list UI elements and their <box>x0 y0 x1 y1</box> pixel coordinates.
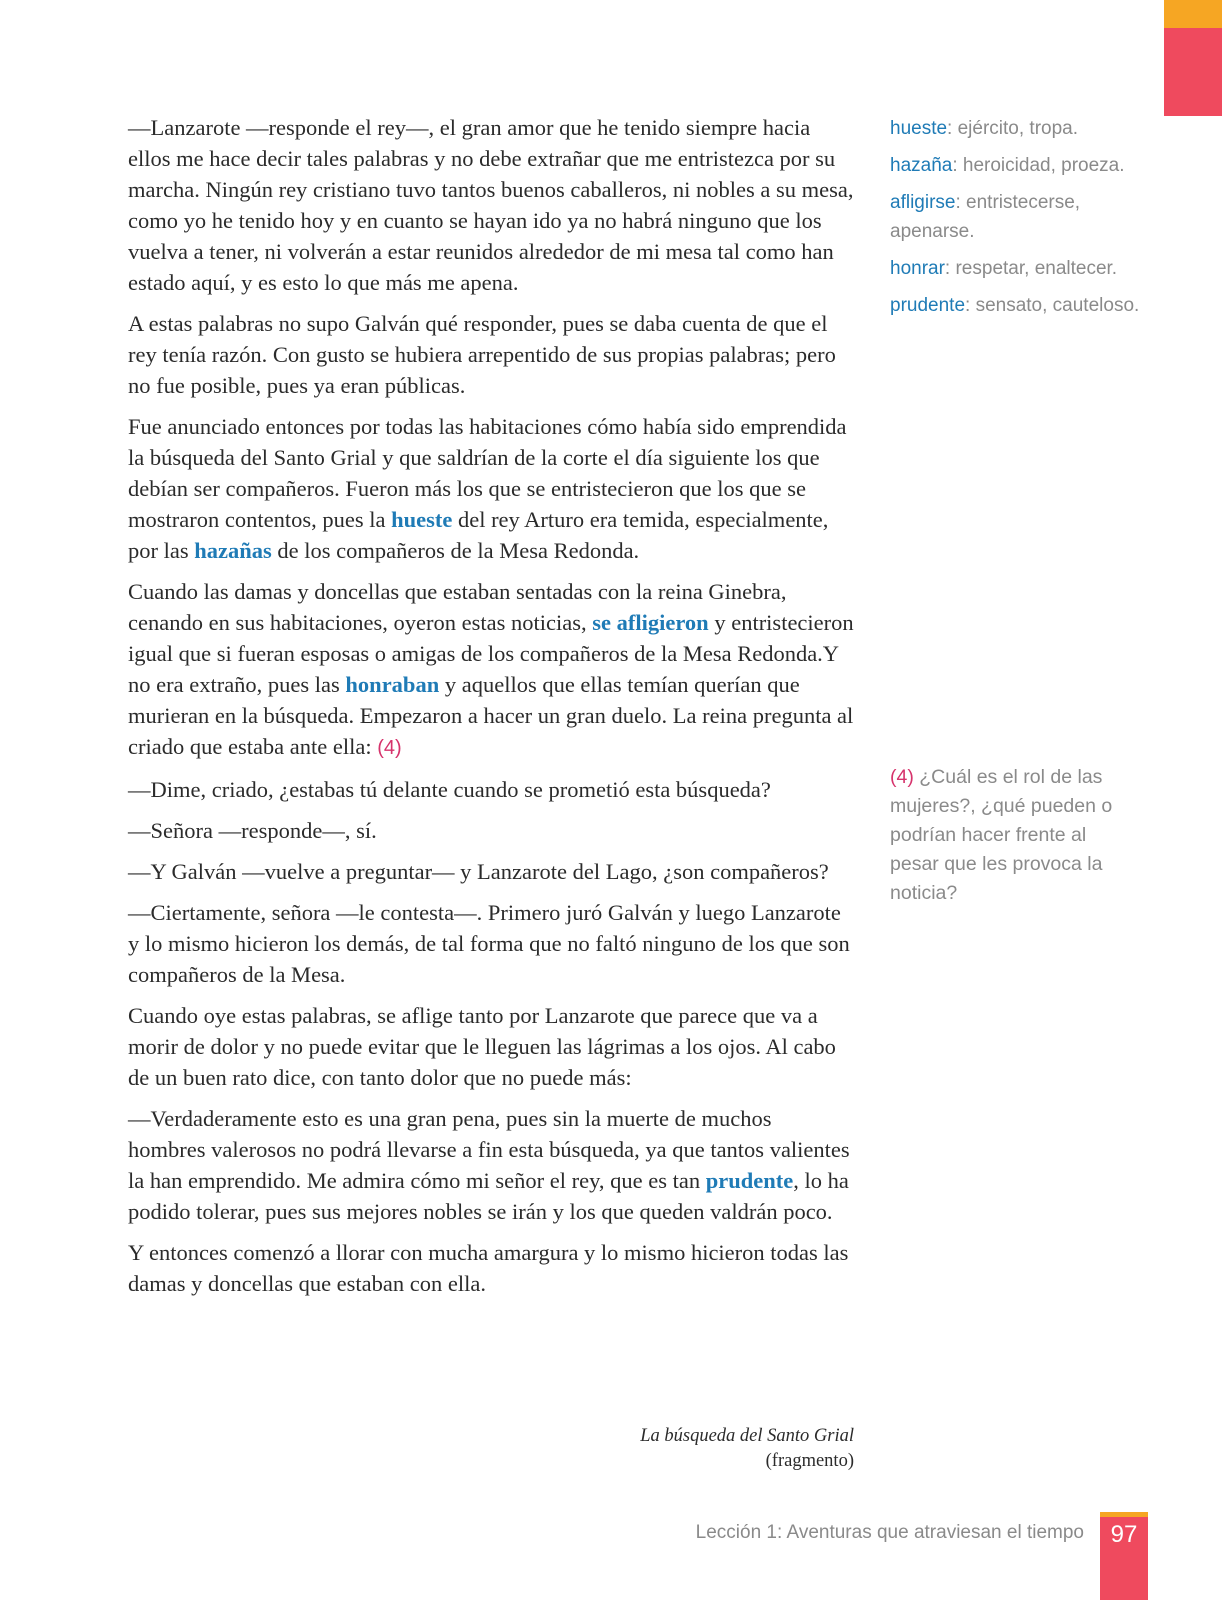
glossary-term: prudente <box>890 295 966 316</box>
paragraph-text: —Verdaderamente esto es una gran pena, pues sin la muerte de muchos hombres valerosos no podrá llevarse a fin esta búsqueda, ya que tantos valientes la han emprendido. Me admira cómo mi señor el rey, que es tan <box>128 1106 850 1193</box>
glossary-term: hazaña <box>890 155 953 176</box>
glossary-term: afligirse <box>890 192 956 213</box>
glossary-entry <box>890 188 1152 246</box>
glossary-term: honrar <box>890 258 945 279</box>
paragraph-9: Cuando oye estas palabras, se aflige tanto por Lanzarote que parece que va a morir de dolor y no puede evitar que le lleguen las lágrimas a los ojos. Al cabo de un buen rato dice, con tanto dolor que no puede más: <box>128 1003 836 1090</box>
glossary-entry <box>890 114 1152 143</box>
question-number: (4) <box>890 766 914 788</box>
paragraph-6: —Señora —responde—, sí. <box>128 818 377 843</box>
glossary-sidebar <box>890 114 1152 328</box>
glossary-entry <box>890 254 1152 283</box>
glossary-entry <box>890 151 1152 180</box>
paragraph-8: —Ciertamente, señora —le contesta—. Primero juró Galván y luego Lanzarote y lo mismo hicieron los demás, de tal forma que no faltó ninguno de los que son compañeros de la Mesa. <box>128 900 850 987</box>
paragraph-text: Fue anunciado entonces por todas las habitaciones cómo había sido emprendida la búsqueda del Santo Grial y que saldrían de la corte el día siguiente los que debían ser compañeros. Fueron más los que se entristecieron que los que se mostraron contentos, pues la <box>128 414 847 532</box>
glossary-word-hueste: hueste <box>391 507 453 532</box>
glossary-definition: : sensato, cauteloso. <box>965 295 1140 316</box>
paragraph-5: —Dime, criado, ¿estabas tú delante cuando se prometió esta búsqueda? <box>128 777 771 802</box>
paragraph-text: Cuando las damas y doncellas que estaban sentadas con la reina Ginebra, cenando en sus habitaciones, oyeron estas noticias, <box>128 579 787 635</box>
reading-question <box>890 763 1130 908</box>
paragraph-11: Y entonces comenzó a llorar con mucha amargura y lo mismo hicieron todas las damas y doncellas que estaban con ella. <box>128 1240 849 1296</box>
question-reference: (4) <box>377 737 402 759</box>
paragraph-text: del rey Arturo era temida, especialmente, por las <box>128 507 829 563</box>
source-citation <box>520 1424 854 1474</box>
glossary-term: hueste <box>890 118 948 139</box>
paragraph-text: y entristecieron igual que si fueran esposas o amigas de los compañeros de la Mesa Redonda.Y no era extraño, pues las <box>128 610 854 697</box>
glossary-definition: : respetar, enaltecer. <box>944 258 1118 279</box>
lesson-title: Lección 1: Aventuras que atraviesan el tiempo <box>695 1522 1084 1543</box>
glossary-definition: : heroicidad, proeza. <box>952 155 1125 176</box>
glossary-word-prudente: prudente <box>705 1168 794 1193</box>
glossary-definition: : ejército, tropa. <box>947 118 1078 139</box>
source-title: La búsqueda del Santo Grial <box>640 1426 854 1446</box>
paragraph-2: A estas palabras no supo Galván qué responder, pues se daba cuenta de que el rey tenía razón. Con gusto se hubiera arrepentido de sus propias palabras; pero no fue posible, pues ya eran públicas. <box>128 311 836 398</box>
paragraph-1: —Lanzarote —responde el rey—, el gran amor que he tenido siempre hacia ellos me hace decir tales palabras y no debe extrañar que me entristezca por su marcha. Ningún rey cristiano tuvo tantos buenos caballeros, ni nobles a su mesa, como yo he tenido hoy y en cuanto se hayan ido ya no habrá ninguno que los vuelva a tener, ni volverán a estar reunidos alrededor de mi mesa tal como han estado aquí, y es esto lo que más me apena. <box>128 115 854 295</box>
glossary-entry <box>890 291 1152 320</box>
source-note: (fragmento) <box>765 1451 854 1471</box>
paragraph-3 <box>128 411 854 566</box>
question-text: ¿Cuál es el rol de las mujeres?, ¿qué pueden o podrían hacer frente al pesar que les provoca la noticia? <box>890 766 1113 904</box>
page-number: 97 <box>1110 1521 1138 1548</box>
paragraph-text: y aquellos que ellas temían querían que murieran en la búsqueda. Empezaron a hacer un gran duelo. La reina pregunta al criado que estaba ante ella: <box>128 672 854 759</box>
glossary-word-hazanas: hazañas <box>194 538 272 563</box>
paragraph-text: de los compañeros de la Mesa Redonda. <box>271 538 640 563</box>
paragraph-10 <box>128 1103 854 1227</box>
paragraph-text: , lo ha podido tolerar, pues sus mejores nobles se irán y los que queden valdrán poco. <box>128 1168 849 1224</box>
paragraph-4 <box>128 576 854 764</box>
glossary-definition: : entristecerse, apenarse. <box>890 192 1081 242</box>
glossary-word-se-afligieron: se afligieron <box>592 610 709 635</box>
page-number-box <box>1100 1512 1148 1600</box>
reading-text <box>128 112 854 1309</box>
paragraph-7: —Y Galván —vuelve a preguntar— y Lanzarote del Lago, ¿son compañeros? <box>128 859 829 884</box>
glossary-word-honraban: honraban <box>345 672 440 697</box>
corner-tab-red <box>1164 28 1222 116</box>
corner-tab-orange <box>1164 0 1222 28</box>
